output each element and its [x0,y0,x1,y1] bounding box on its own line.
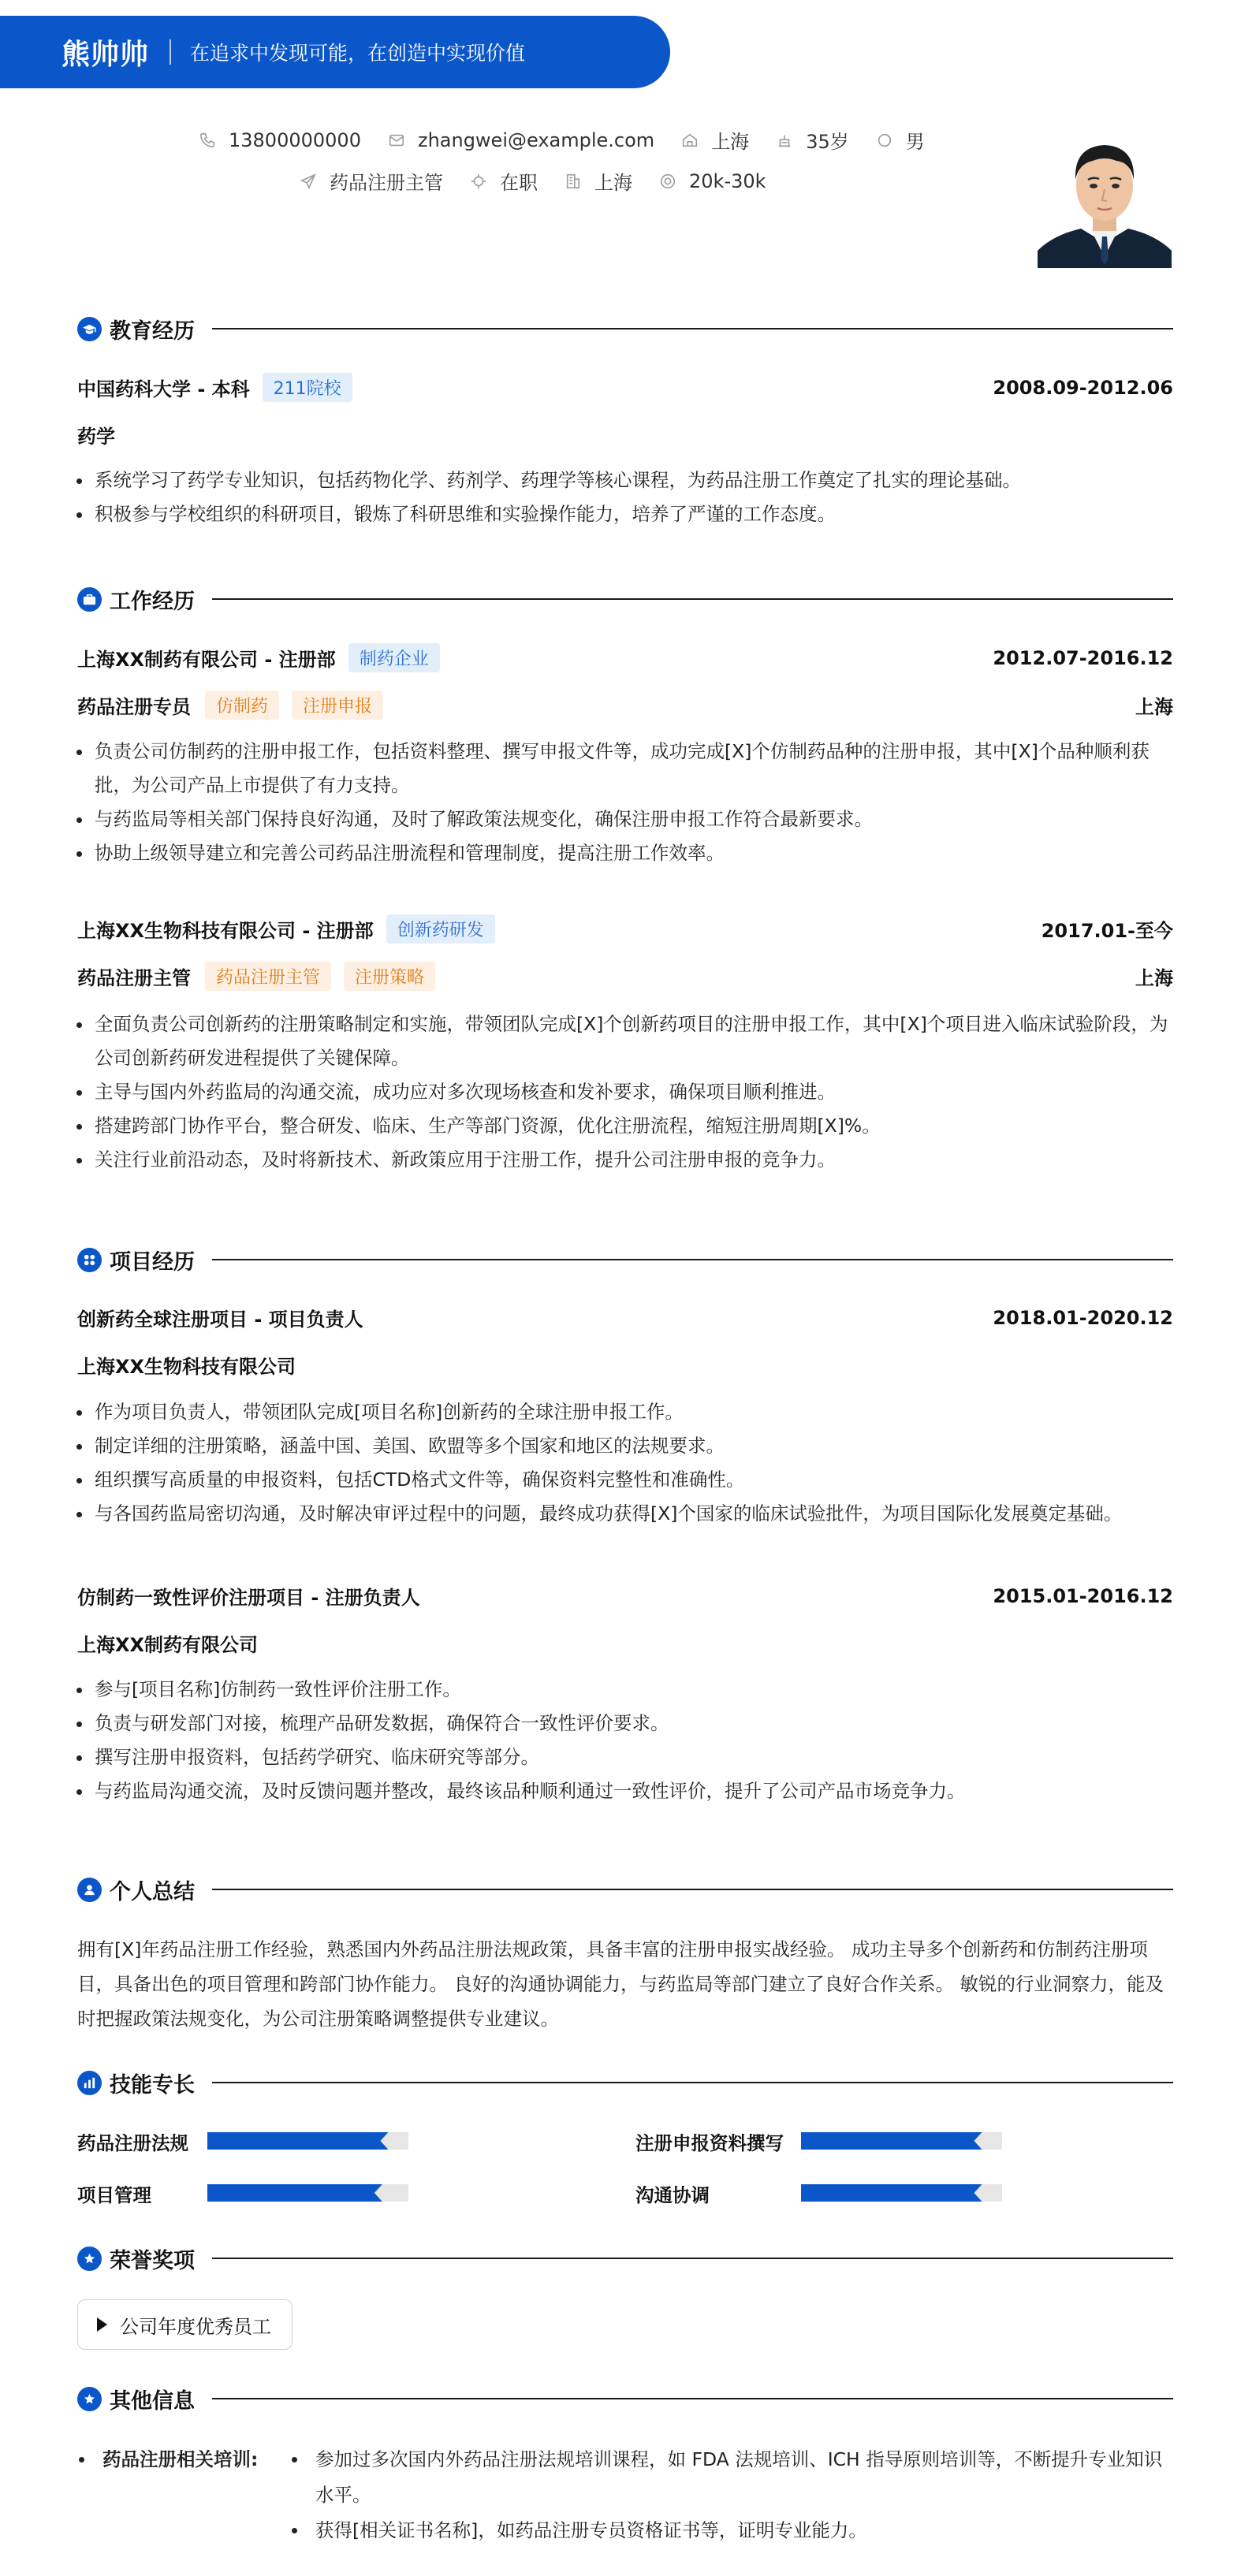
education-bullets [77,463,1173,531]
target-city-text: 上海 [594,172,632,194]
contact-gender [876,126,925,154]
header-divider [170,39,171,65]
skill-bar-fill [207,2184,382,2202]
section-title: 项目经历 [110,1249,195,1275]
target-city [565,167,632,195]
salary-icon [659,173,676,190]
building-icon [565,173,582,190]
bar-chart-icon [77,2071,102,2095]
mail-icon [388,132,405,149]
info-icon [77,2387,102,2411]
education-major-row [77,421,1173,449]
education-header-row [77,373,1173,402]
company-name: 上海XX制药有限公司 - 注册部 [77,649,336,671]
work-2-header-row [77,914,1173,944]
work-1-bullets [77,735,1173,870]
list-item: 负责公司仿制药的注册申报工作，包括资料整理、撰写申报文件等，成功完成[X]个仿制药品种的注册申报，其中[X]个品种顺利获批，为公司产品上市提供了有力支持。 [77,735,1173,802]
project-1-header-row [77,1304,1173,1331]
contact-city [681,126,749,154]
section-title: 教育经历 [110,318,195,344]
section-title: 技能专长 [110,2072,195,2098]
grid-icon [77,1248,102,1272]
work-city: 上海 [1135,696,1173,718]
skill-bar [801,2132,1002,2150]
contact-row-2 [300,167,793,195]
skill-bar [207,2184,408,2202]
skill-bar-fill [207,2132,389,2150]
skill-bar [207,2132,408,2150]
education-date: 2008.09-2012.06 [993,376,1173,399]
avatar [1038,125,1172,268]
role-title: 药品注册主管 [77,967,191,989]
role-tag: 注册策略 [344,962,435,991]
project-date: 2015.01-2016.12 [993,1584,1173,1607]
salary-text: 20k-30k [689,169,766,192]
list-item: 撰写注册申报资料，包括药学研究、临床研究等部分。 [77,1740,1173,1774]
header-banner [0,16,670,88]
user-icon [77,1878,102,1902]
summary-text: 拥有[X]年药品注册工作经验，熟悉国内外药品注册法规政策，具备丰富的注册申报实战经验。 成功主导多个创新药和仿制药注册项目，具备出色的项目管理和跨部门协作能力。 良好的沟通协调能力，与药监局等部门建立了良好合作关系。 敏锐的行业洞察力，能及时把握政策法规变化，为公司注册策略调整提供专业建议。 [77,1938,1164,2030]
section-title: 工作经历 [110,589,195,614]
company-tag: 创新药研发 [386,914,495,944]
phone-text: 13800000000 [229,128,361,151]
list-item: 系统学习了药学专业知识，包括药物化学、药剂学、药理学等核心课程，为药品注册工作奠定了扎实的理论基础。 [77,463,1173,497]
send-icon [300,173,317,190]
major: 药学 [77,426,115,448]
project-2-header-row [77,1582,1173,1610]
job-status [470,167,538,195]
section-divider [212,598,1173,600]
section-awards-heading [77,2243,1173,2274]
list-item: 主导与国内外药监局的沟通交流，成功应对多次现场核查和发补要求，确保项目顺利推进。 [77,1075,1173,1109]
work-date: 2012.07-2016.12 [993,646,1173,669]
project-date: 2018.01-2020.12 [993,1306,1173,1329]
other-info-sublist [287,2442,1179,2548]
status-text: 在职 [500,172,538,194]
section-projects-heading [77,1244,1173,1275]
company-tag: 制药企业 [348,643,440,672]
skill-item [77,2128,424,2155]
work-2-role-row [77,962,1173,991]
company-name: 上海XX生物科技有限公司 - 注册部 [77,920,374,942]
section-work-heading [77,583,1173,615]
email-text: zhangwei@example.com [417,128,655,151]
candidate-name: 熊帅帅 [61,38,150,71]
project-2-bullets [77,1673,1173,1808]
candidate-slogan: 在追求中发现可能，在创造中实现价值 [190,42,526,65]
list-item: 与各国药监局密切沟通，及时解决审评过程中的问题，最终成功获得[X]个国家的临床试验批件，为项目国际化发展奠定基础。 [77,1497,1173,1531]
age-icon [776,132,793,149]
skill-name: 项目管理 [77,2184,151,2206]
other-info-item [77,2442,1181,2548]
role-tag: 药品注册主管 [205,962,331,991]
section-divider [212,1889,1173,1890]
skill-item [635,2128,1014,2155]
section-title: 其他信息 [110,2388,195,2414]
list-item: 关注行业前沿动态，及时将新技术、新政策应用于注册工作，提升公司注册申报的竞争力。 [77,1143,1173,1177]
list-item: 积极参与学校组织的科研项目，锻炼了科研思维和实验操作能力，培养了严谨的工作态度。 [77,497,1173,531]
award-label: 公司年度优秀员工 [120,2315,271,2338]
list-item: 组织撰写高质量的申报资料，包括CTD格式文件等，确保资料完整性和准确性。 [77,1463,1173,1497]
contact-phone [199,129,361,151]
skill-bar [801,2184,1002,2202]
role-tag: 仿制药 [205,691,279,720]
school-tag: 211院校 [263,373,352,402]
section-divider [212,2398,1173,2399]
list-item: 与药监局沟通交流，及时反馈问题并整改，最终该品种顺利通过一致性评价，提升了公司产品市场竞争力。 [77,1774,1173,1808]
section-divider [212,2258,1173,2259]
contact-email [388,129,654,151]
age-text: 35岁 [806,131,849,153]
skill-item [635,2180,1014,2207]
section-divider [212,2082,1173,2083]
project-org: 上海XX制药有限公司 [77,1634,259,1656]
skill-name: 药品注册法规 [77,2132,188,2154]
bullet-dot [79,2457,84,2462]
play-triangle-icon [97,2317,107,2332]
project-1-org-row [77,1351,1173,1379]
section-summary-heading [77,1874,1173,1905]
list-item: 与药监局等相关部门保持良好沟通，及时了解政策法规变化，确保注册申报工作符合最新要求。 [77,802,1173,836]
work-1-role-row [77,691,1173,720]
work-2-bullets [77,1007,1173,1177]
list-item: 参与[项目名称]仿制药一致性评价注册工作。 [77,1673,1173,1707]
gender-icon [876,132,893,149]
list-item: 参加过多次国内外药品注册法规培训课程，如 FDA 法规培训、ICH 指导原则培训等，不断提升专业知识水平。 [287,2442,1179,2513]
work-1-header-row [77,643,1173,672]
section-other-heading [77,2383,1173,2414]
role-title: 药品注册专员 [77,696,191,718]
role-tag: 注册申报 [292,691,383,720]
home-icon [681,132,699,149]
section-education-heading [77,313,1173,344]
work-date: 2017.01-至今 [1041,920,1173,942]
target-title [300,167,443,195]
section-skills-heading [77,2067,1173,2098]
target-title-text: 药品注册主管 [330,172,443,194]
list-item: 全面负责公司创新药的注册策略制定和实施，带领团队完成[X]个创新药项目的注册申报工作，其中[X]个项目进入临床试验阶段，为公司创新药研发进程提供了关键保障。 [77,1007,1173,1075]
list-item: 搭建跨部门协作平台，整合研发、临床、生产等部门资源，优化注册流程，缩短注册周期[X]%。 [77,1109,1173,1143]
skill-bar-fill [801,2132,982,2150]
section-title: 个人总结 [110,1879,195,1904]
project-title: 仿制药一致性评价注册项目 - 注册负责人 [77,1587,420,1609]
skill-bar-fill [801,2184,982,2202]
city-text: 上海 [711,131,750,153]
list-item: 协助上级领导建立和完善公司药品注册流程和管理制度，提高注册工作效率。 [77,836,1173,870]
gender-text: 男 [905,131,925,153]
contact-row-1 [199,126,952,154]
award-icon [77,2247,102,2271]
work-city: 上海 [1135,967,1173,989]
briefcase-icon [77,587,102,612]
award-item [77,2299,293,2350]
list-item: 作为项目负责人，带领团队完成[项目名称]创新药的全球注册申报工作。 [77,1395,1173,1429]
other-info-label: 药品注册相关培训: [102,2448,259,2470]
project-org: 上海XX生物科技有限公司 [77,1356,296,1378]
section-title: 荣誉奖项 [110,2248,195,2273]
graduation-cap-icon [77,317,102,341]
skill-name: 沟通协调 [635,2184,710,2206]
contact-age [776,126,849,154]
other-info-block [77,2442,1181,2548]
status-icon [470,173,487,190]
list-item: 制定详细的注册策略，涵盖中国、美国、欧盟等多个国家和地区的法规要求。 [77,1429,1173,1463]
project-title: 创新药全球注册项目 - 项目负责人 [77,1308,363,1331]
list-item: 负责与研发部门对接，梳理产品研发数据，确保符合一致性评价要求。 [77,1707,1173,1740]
section-divider [212,328,1173,329]
list-item: 获得[相关证书名称]，如药品注册专员资格证书等，证明专业能力。 [287,2513,1179,2548]
skill-name: 注册申报资料撰写 [635,2132,784,2154]
skill-item [77,2180,424,2207]
salary [659,170,766,192]
project-1-bullets [77,1395,1173,1531]
phone-icon [199,132,216,149]
section-divider [212,1259,1173,1260]
school-name: 中国药科大学 - 本科 [77,378,250,400]
project-2-org-row [77,1629,1173,1657]
